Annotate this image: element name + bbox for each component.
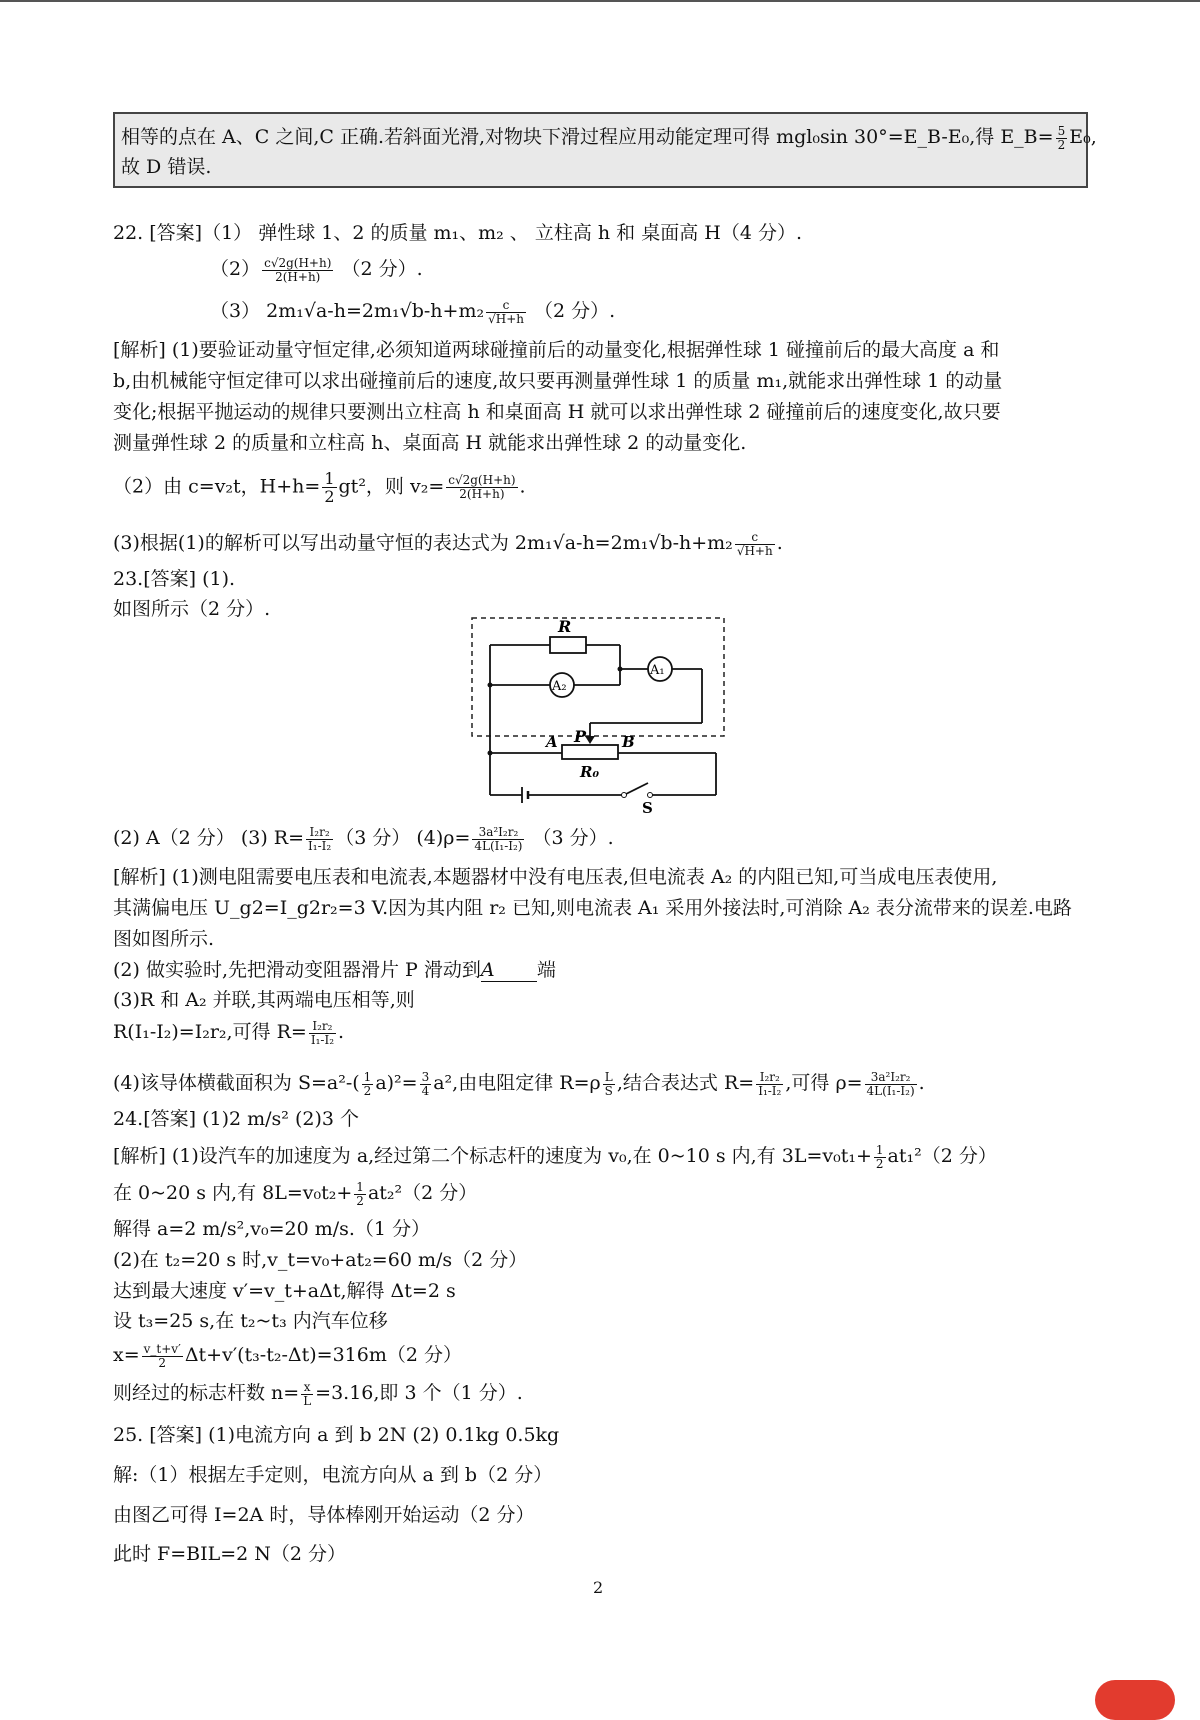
q23-answer-1: 23.[答案] (1).	[113, 568, 236, 590]
label-s: S	[642, 799, 653, 815]
q22-analysis-1: [解析] (1)要验证动量守恒定律,必须知道两球碰撞前后的动量变化,根据弹性球 1 碰撞前后的最大高度 a 和	[113, 339, 1000, 361]
label-p: P	[574, 727, 587, 746]
q25-analysis-2: 由图乙可得 I=2A 时，导体棒刚开始运动（2 分）	[113, 1504, 535, 1526]
q23-analysis-4: (2) 做实验时,先把滑动变阻器滑片 P 滑动到A 端	[113, 959, 556, 981]
q24-analysis-6: 设 t₃=25 s,在 t₂~t₃ 内汽车位移	[113, 1310, 388, 1332]
page-number: 2	[593, 1578, 604, 1597]
q22-answer-1: 22. [答案]（1） 弹性球 1、2 的质量 m₁、m₂ 、 立柱高 h 和 桌面高 H（4 分）.	[113, 222, 802, 244]
q24-analysis-3: 解得 a=2 m/s²,v₀=20 m/s.（1 分）	[113, 1218, 431, 1240]
q23-answer-2: 如图所示（2 分）.	[113, 598, 271, 620]
q22-analysis-3: 变化;根据平抛运动的规律只要测出立柱高 h 和桌面高 H 就可以求出弹性球 2 碰撞前后的速度变化,故只要	[113, 401, 1001, 423]
q22-analysis-5: （2）由 c=v₂t，H+h= $\frac{1}{2}$ gt²，则 v₂= $\frac{c√2g(H+h)}{2(H+h)}$ .	[113, 469, 526, 506]
corner-badge	[1095, 1680, 1175, 1720]
box-line-2: 故 D 错误.	[121, 156, 212, 178]
label-a2: A₂	[552, 679, 567, 694]
box-line-1: 相等的点在 A、C 之间,C 正确.若斜面光滑,对物块下滑过程应用动能定理可得 mgl₀sin 30°=E_B-E₀,得 E_B= $\frac{5}{2}$ E₀,	[121, 123, 1097, 152]
q22-analysis-4: 测量弹性球 2 的质量和立柱高 h、桌面高 H 就能求出弹性球 2 的动量变化.	[113, 432, 747, 454]
q22-answer-2: （2） $\frac{c√2g(H+h)}{2(H+h)}$ （2 分）.	[210, 255, 423, 284]
q23-analysis-3: 图如图所示.	[113, 928, 215, 950]
q24-analysis-5: 达到最大速度 v′=v_t+aΔt,解得 Δt=2 s	[113, 1280, 456, 1302]
q25-answer: 25. [答案] (1)电流方向 a 到 b 2N (2) 0.1kg 0.5kg	[113, 1424, 560, 1446]
q24-analysis-7: x= $\frac{v\_t+v'}{2}$ Δt+v′(t₃-t₂-Δt)=316m（2 分）	[113, 1341, 462, 1370]
q25-analysis-3: 此时 F=BIL=2 N（2 分）	[113, 1543, 347, 1565]
q23-analysis-7: (4)该导体横截面积为 S=a²-( $\frac{1}{2}$ a)²= $\frac{3}{4}$ a²,由电阻定律 R=ρ $\frac{L}{S}$ ,结合表达式 R= $\frac{\text{I₂r₂}}{\text{I₁-I₂}}$ ,可得 ρ= $\frac{\text{3a²I₂r₂}}{\text{4L(I₁-I₂)}}$ .	[113, 1069, 925, 1098]
q22-analysis-2: b,由机械能守恒定律可以求出碰撞前后的速度,故只要再测量弹性球 1 的质量 m₁,就能求出弹性球 1 的动量	[113, 370, 1003, 392]
label-r0: R₀	[580, 763, 600, 781]
switch-s	[626, 783, 648, 794]
q22-answer-3: （3） 2m₁√a-h=2m₁√b-h+m₂ $\frac{c}{√H+h}$ （2 分）.	[210, 297, 616, 326]
q24-analysis-1: [解析] (1)设汽车的加速度为 a,经过第二个标志杆的速度为 v₀,在 0~10 s 内,有 3L=v₀t₁+ $\frac{1}{2}$ at₁²（2 分）	[113, 1142, 997, 1171]
top-border	[0, 0, 1200, 2]
dashed-box	[472, 618, 724, 736]
q24-analysis-8: 则经过的标志杆数 n= $\frac{x}{L}$ =3.16,即 3 个（1 分）.	[113, 1379, 523, 1408]
label-a1: A₁	[650, 663, 665, 678]
label-a: A	[546, 733, 558, 751]
circuit-diagram	[470, 615, 730, 815]
q24-analysis-2: 在 0~20 s 内,有 8L=v₀t₂+ $\frac{1}{2}$ at₂²（2 分）	[113, 1179, 478, 1208]
q23-analysis-6: R(I₁-I₂)=I₂r₂,可得 R= $\frac{\text{I₂r₂}}{\text{I₁-I₂}}$ .	[113, 1018, 345, 1047]
q25-analysis-1: 解:（1）根据左手定则，电流方向从 a 到 b（2 分）	[113, 1464, 553, 1486]
q22-analysis-6: (3)根据(1)的解析可以写出动量守恒的表达式为 2m₁√a-h=2m₁√b-h+m₂ $\frac{c}{√H+h}$ .	[113, 529, 783, 558]
continued-answer-box	[113, 112, 1097, 188]
rheostat-r0	[562, 745, 618, 759]
q24-answer: 24.[答案] (1)2 m/s² (2)3 个	[113, 1108, 359, 1130]
q23-analysis-2: 其满偏电压 U_g2=I_g2r₂=3 V.因为其内阻 r₂ 已知,则电流表 A₁ 采用外接法时,可消除 A₂ 表分流带来的误差.电路	[113, 897, 1072, 919]
q23-analysis-1: [解析] (1)测电阻需要电压表和电流表,本题器材中没有电压表,但电流表 A₂ 的内阻已知,可当成电压表使用,	[113, 866, 998, 888]
q23-analysis-5: (3)R 和 A₂ 并联,其两端电压相等,则	[113, 989, 415, 1011]
q24-analysis-4: (2)在 t₂=20 s 时,v_t=v₀+at₂=60 m/s（2 分）	[113, 1249, 528, 1271]
resistor-r	[550, 637, 586, 653]
label-b: B	[622, 733, 635, 751]
label-r: R	[558, 617, 572, 636]
q23-answers: (2) A（2 分） (3) R= $\frac{\text{I₂r₂}}{\text{I₁-I₂}}$ （3 分） (4)ρ= $\frac{\text{3a²I₂r₂}}{\text{4L(I₁-I₂)}}$ （3 分）.	[113, 824, 614, 853]
